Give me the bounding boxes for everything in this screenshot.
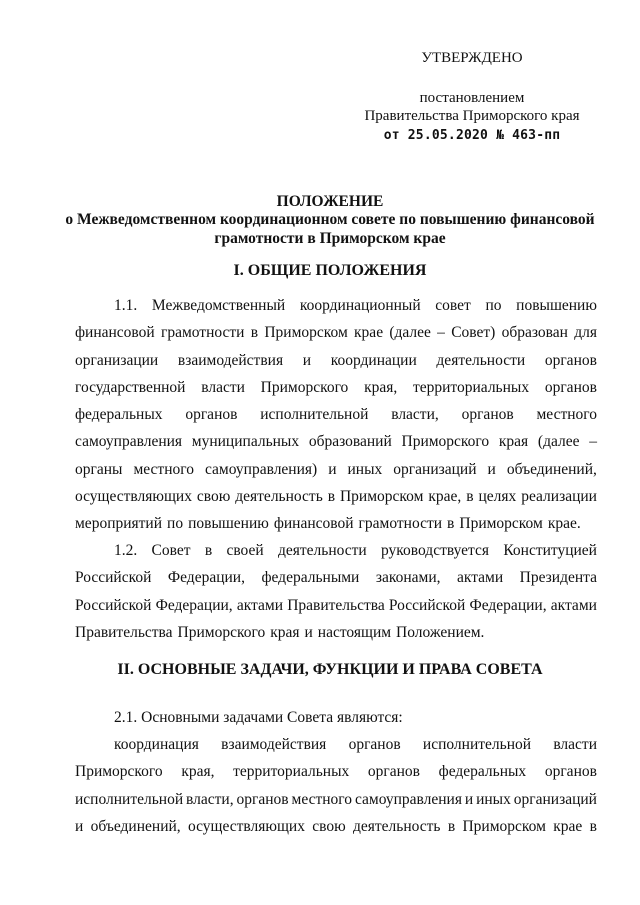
government-label: Правительства Приморского края: [364, 108, 580, 124]
text-line: 1.2. Совет в своей деятельности руководствуется Конституцией: [114, 542, 597, 559]
section-1-heading: I. ОБЩИЕ ПОЛОЖЕНИЯ: [233, 262, 427, 279]
document-subtitle-line-2: грамотности в Приморском крае: [214, 230, 446, 247]
text-line: финансовой грамотности в Приморском крае (далее – Совет) образован для: [75, 324, 597, 342]
text-line: мероприятий по повышению финансовой грамотности в Приморском крае.: [75, 515, 581, 533]
text-line: координация взаимодействия органов исполнительной власти: [114, 736, 597, 753]
date-number-stamp: от 25.05.2020 № 463-пп: [383, 128, 561, 143]
section-2-heading: II. ОСНОВНЫЕ ЗАДАЧИ, ФУНКЦИИ И ПРАВА СОВЕТА: [117, 661, 543, 678]
text-line: Приморского края, территориальных органов федеральных органов: [75, 763, 597, 781]
paragraph-1-1: [75, 292, 597, 538]
text-line: государственной власти Приморского края, территориальных органов: [75, 378, 597, 396]
text-line: и объединений, осуществляющих свою деятельность в Приморском крае в: [75, 817, 597, 835]
paragraph-2-1-text: 2.1. Основными задачами Совета являются:: [114, 709, 403, 726]
text-line: организации взаимодействия и координации деятельности органов: [75, 351, 597, 369]
document-subtitle-line-1: о Межведомственном координационном совете по повышению финансовой: [65, 211, 595, 228]
text-line: Правительства Приморского края и настоящим Положением.: [75, 623, 485, 641]
approval-block: [352, 50, 592, 143]
document-heading: ПОЛОЖЕНИЕ: [276, 193, 384, 210]
text-line: федеральных органов исполнительной власти, органов местного: [75, 406, 597, 424]
paragraph-1-2: [75, 537, 597, 646]
text-line: Российской Федерации, федеральными законами, актами Президента: [75, 569, 597, 587]
text-line: органы местного самоуправления) и иных организаций и объединений,: [75, 460, 597, 478]
text-line: осуществляющих свою деятельность в Приморском крае, в целях реализации: [75, 488, 597, 506]
text-line: Российской Федерации, актами Правительства Российской Федерации, актами: [75, 596, 597, 614]
paragraph-2-1: [75, 704, 597, 731]
decree-label: постановлением: [419, 90, 525, 106]
text-line: исполнительной власти, органов местного самоуправления и иных организаций: [75, 790, 597, 808]
paragraph-coordination: [75, 731, 597, 840]
text-line: 1.1. Межведомственный координационный совет по повышению: [114, 297, 597, 314]
text-line: самоуправления муниципальных образований Приморского края (далее –: [75, 433, 597, 451]
approved-label: УТВЕРЖДЕНО: [421, 50, 523, 66]
